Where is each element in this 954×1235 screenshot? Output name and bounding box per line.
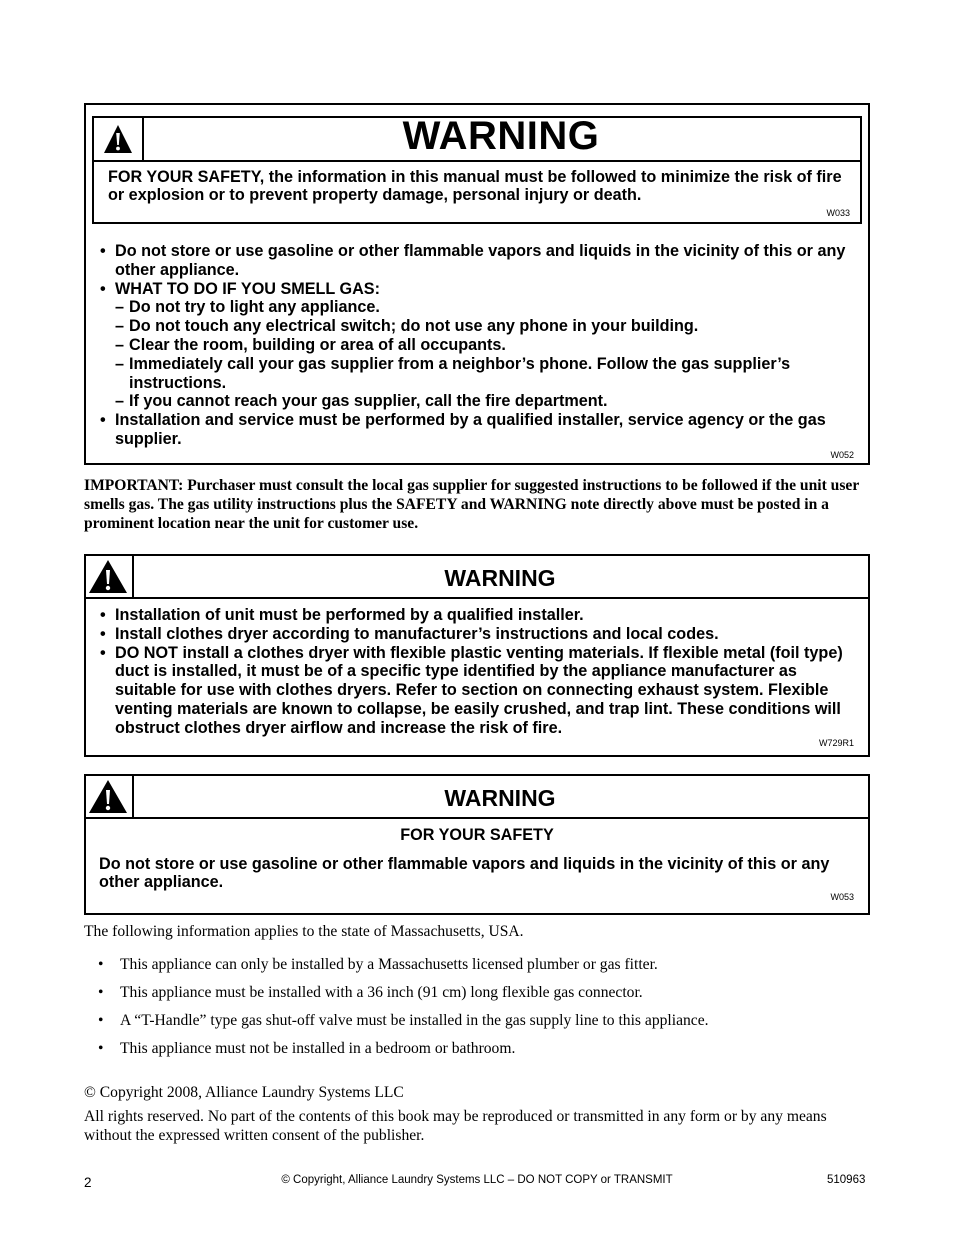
sub-list-item: – Immediately call your gas supplier from a neighbor’s phone. Follow the gas supplier’s instructions. [115, 354, 791, 392]
sub-list-item: – Clear the room, building or area of all occupants. [115, 335, 506, 354]
list-item: • Installation of unit must be performed by a qualified installer. [98, 606, 858, 625]
warning-title: WARNING [402, 114, 600, 158]
massachusetts-list [98, 951, 878, 1063]
warning-code: W033 [826, 208, 850, 218]
warning-box-gas-safety [84, 103, 870, 465]
list-item: • DO NOT install a clothes dryer with flexible plastic venting materials. If flexible metal (foil type) duct is installed, it must be of a specific type identified by the appliance manufacturer as suitable for use with clothes dryers. Refer to section on connecting exhaust system. Flexible venting materials are known to collapse, be easily crushed, and trap lint. These conditions will obstruct clothes dryer airflow and increase the risk of fire. [98, 644, 858, 738]
warning-header [86, 556, 868, 599]
warning-header [86, 776, 868, 819]
warning-body: Do not store or use gasoline or other flammable vapors and liquids in the vicinity of this or any other appliance. [99, 855, 830, 891]
important-note: IMPORTANT: Purchaser must consult the local gas supplier for suggested instructions to be followed if the unit user smells gas. The gas utility instructions plus the SAFETY and WARNING note directly above must be posted in a prominent location near the unit for customer use. [84, 477, 859, 532]
warning-title: WARNING [444, 785, 556, 811]
sub-list-item: – If you cannot reach your gas supplier, call the fire department. [115, 392, 608, 411]
sub-list-item: – Do not touch any electrical switch; do not use any phone in your building. [115, 317, 699, 336]
gas-safety-list [98, 242, 858, 449]
warning-title: WARNING [444, 565, 556, 591]
warning-subtitle: FOR YOUR SAFETY [400, 826, 554, 844]
warning-icon-cell [94, 118, 144, 160]
list-item: • A “T-Handle” type gas shut-off valve must be installed in the gas supply line to this appliance. [98, 1007, 878, 1035]
list-item: • Install clothes dryer according to manufacturer’s instructions and local codes. [98, 625, 858, 644]
list-item: • This appliance must not be installed in a bedroom or bathroom. [98, 1035, 878, 1063]
list-item: • Installation and service must be performed by a qualified installer, service agency or the gas supplier. [98, 411, 858, 449]
list-item: • Do not store or use gasoline or other flammable vapors and liquids in the vicinity of this or any other appliance. [98, 242, 858, 280]
page-number: 2 [84, 1175, 92, 1190]
warning-header-panel [92, 116, 862, 224]
list-item: • This appliance can only be installed by a Massachusetts licensed plumber or gas fitter. [98, 951, 878, 979]
warning-icon-cell [86, 776, 134, 817]
warning-triangle-icon [88, 779, 128, 814]
warning-code: W053 [830, 892, 854, 902]
warning-box-flammables [84, 774, 870, 915]
sub-list-item: – Do not try to light any appliance. [115, 298, 380, 317]
document-number: 510963 [827, 1174, 866, 1186]
list-item: • This appliance must be installed with a 36 inch (91 cm) long flexible gas connector. [98, 979, 878, 1007]
safety-intro-text: FOR YOUR SAFETY, the information in this manual must be followed to minimize the risk of fire or explosion or to prevent property damage, personal injury or death. [108, 168, 842, 204]
warning-code: W729R1 [818, 738, 854, 748]
list-item: • WHAT TO DO IF YOU SMELL GAS: [98, 280, 858, 299]
warning-triangle-icon [103, 124, 133, 154]
rights-statement: All rights reserved. No part of the contents of this book may be reproduced or transmitted in any form or by any means without the expressed written consent of the publisher. [84, 1108, 827, 1144]
footer-notice: © Copyright, Alliance Laundry Systems LLC – DO NOT COPY or TRANSMIT [281, 1174, 673, 1186]
installation-warning-list [98, 606, 858, 738]
warning-code: W052 [830, 450, 854, 460]
copyright-line: © Copyright 2008, Alliance Laundry Systems LLC [84, 1084, 404, 1101]
warning-triangle-icon [88, 559, 128, 594]
warning-header [94, 114, 860, 162]
warning-icon-cell [86, 556, 134, 597]
warning-box-installation [84, 554, 870, 757]
massachusetts-intro: The following information applies to the state of Massachusetts, USA. [84, 923, 524, 940]
